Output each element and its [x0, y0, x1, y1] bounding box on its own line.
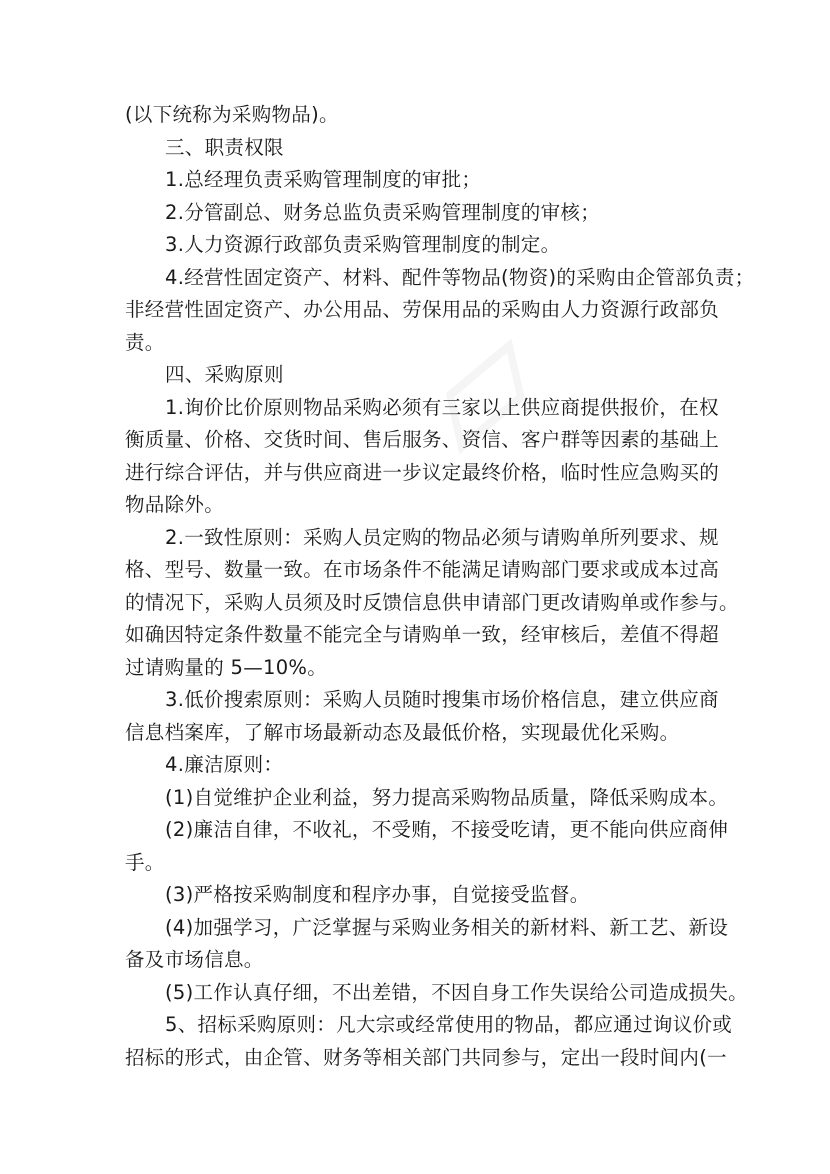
text-line: 物品除外。 — [125, 493, 225, 516]
text-line: 1.询价比价原则物品采购必须有三家以上供应商提供报价，在权 — [165, 395, 719, 419]
text-line: (4)加强学习，广泛掌握与采购业务相关的新材料、新工艺、新设 — [165, 915, 729, 939]
text-line: (以下统称为采购物品)。 — [125, 103, 339, 126]
text-line: (3)严格按采购制度和程序办事，自觉接受监督。 — [165, 883, 590, 906]
text-line: 信息档案库，了解市场最新动态及最低价格，实现最优化采购。 — [125, 720, 680, 744]
text-line: 四、采购原则 — [165, 363, 284, 386]
text-line: 进行综合评估，并与供应商进一步议定最终价格，临时性应急购买的 — [125, 460, 720, 484]
text-line: (5)工作认真仔细，不出差错，不因自身工作失误给公司造成损失。 — [165, 980, 748, 1004]
text-line: 1.总经理负责采购管理制度的审批； — [165, 168, 482, 191]
text-line: 责。 — [125, 330, 165, 354]
text-line: 2.分管副总、财务总监负责采购管理制度的审核； — [165, 200, 601, 224]
text-line: 三、职责权限 — [165, 135, 284, 159]
text-line: 手。 — [125, 850, 165, 874]
text-line: 过请购量的 5—10%。 — [125, 655, 328, 679]
text-line: 如确因特定条件数量不能完全与请购单一致，经审核后，差值不得超 — [125, 623, 720, 646]
text-line: 2.一致性原则：采购人员定购的物品必须与请购单所列要求、规 — [165, 525, 719, 549]
text-line: 4.廉洁原则： — [165, 753, 284, 776]
text-line: 非经营性固定资产、办公用品、劳保用品的采购由人力资源行政部负 — [125, 298, 720, 321]
text-line: 4.经营性固定资产、材料、配件等物品(物资)的采购由企管部负责； — [165, 265, 755, 289]
text-line: 3.人力资源行政部负责采购管理制度的制定。 — [165, 233, 561, 256]
text-line: 5、招标采购原则：凡大宗或经常使用的物品，都应通过询议价或 — [165, 1013, 733, 1036]
text-line: 招标的形式，由企管、财务等相关部门共同参与，定出一段时间内(一 — [125, 1045, 727, 1069]
text-line: 格、型号、数量一致。在市场条件不能满足请购部门要求或成本过高 — [125, 558, 720, 581]
text-line: (1)自觉维护企业利益，努力提高采购物品质量，降低采购成本。 — [165, 785, 729, 809]
text-line: 衡质量、价格、交货时间、售后服务、资信、客户群等因素的基础上 — [125, 428, 720, 451]
document-body — [125, 99, 755, 1074]
text-line: 3.低价搜索原则：采购人员随时搜集市场价格信息，建立供应商 — [165, 688, 719, 711]
text-line: 的情况下，采购人员须及时反馈信息供申请部门更改请购单或作参与。 — [125, 590, 739, 614]
text-line: (2)廉洁自律，不收礼，不受贿，不接受吃请，更不能向供应商伸 — [165, 818, 729, 841]
text-line: 备及市场信息。 — [125, 948, 264, 971]
